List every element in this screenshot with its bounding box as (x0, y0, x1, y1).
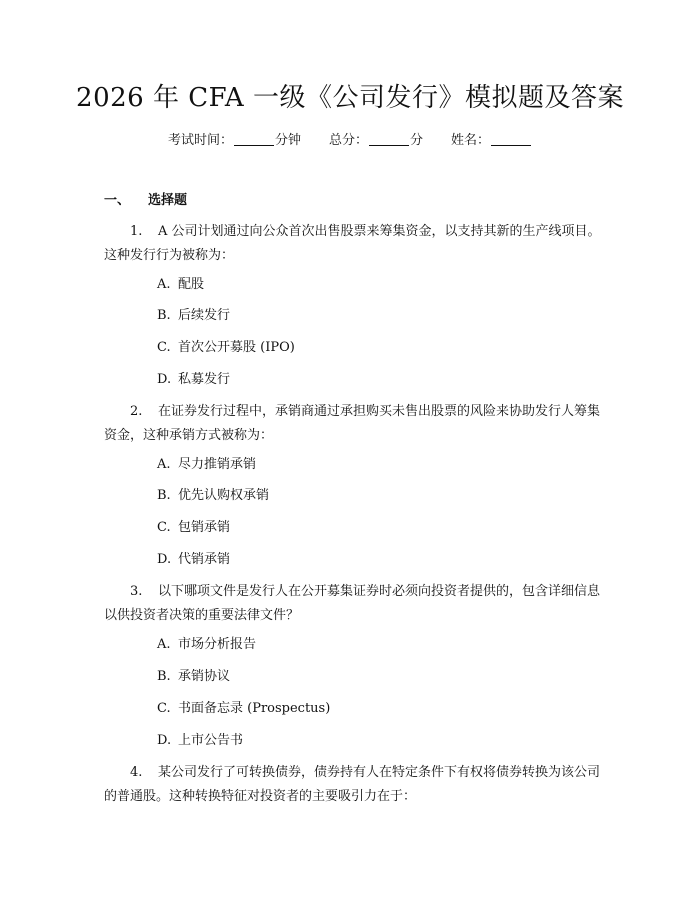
question-3-option-d (157, 731, 243, 751)
option-text: 代销承销 (178, 552, 231, 567)
option-letter: B. (157, 488, 171, 503)
section-heading (104, 191, 187, 211)
option-letter: C. (157, 340, 171, 355)
question-2 (104, 400, 602, 448)
option-letter: A. (157, 457, 171, 472)
question-1-option-a (157, 275, 204, 295)
question-text: 在证券发行过程中，承销商通过承担购买未售出股票的风险来协助发行人筹集资金，这种承销方式被称为： (104, 404, 601, 443)
option-text: 上市公告书 (178, 733, 244, 748)
question-text: 某公司发行了可转换债券，债券持有人在特定条件下有权将债券转换为该公司的普通股。这种转换特征对投资者的主要吸引力在于： (104, 765, 601, 804)
question-3-option-a (157, 635, 256, 655)
option-text: 尽力推销承销 (178, 457, 257, 472)
question-number: 3. (130, 584, 143, 599)
option-letter: D. (157, 372, 172, 387)
option-letter: A. (157, 637, 171, 652)
option-letter: C. (157, 701, 171, 716)
page-title: 2026 年 CFA 一级《公司发行》模拟题及答案 (76, 83, 624, 113)
question-2-option-d (157, 550, 230, 570)
option-text: 私募发行 (178, 372, 231, 387)
option-letter: B. (157, 669, 171, 684)
total-score-blank (369, 133, 409, 146)
option-text: 后续发行 (178, 308, 231, 323)
question-number: 1. (130, 224, 143, 239)
question-3-option-c (157, 699, 330, 719)
exam-meta-line (0, 131, 700, 151)
question-text: A 公司计划通过向公众首次出售股票来筹集资金，以支持其新的生产线项目。这种发行行为被称为： (104, 224, 601, 263)
option-text: 书面备忘录 (Prospectus) (178, 701, 331, 716)
option-letter: C. (157, 520, 171, 535)
question-1-option-c (157, 338, 295, 358)
option-letter: D. (157, 552, 172, 567)
option-text: 配股 (178, 277, 205, 292)
question-1-option-b (157, 306, 230, 326)
question-number: 2. (130, 404, 143, 419)
total-score-label: 总分： (328, 133, 368, 148)
name-blank (491, 133, 531, 146)
exam-time-unit: 分钟 (274, 133, 301, 148)
section-number: 一、 (104, 193, 131, 208)
option-letter: D. (157, 733, 172, 748)
option-text: 承销协议 (178, 669, 231, 684)
question-1-option-d (157, 370, 230, 390)
option-text: 首次公开募股 (IPO) (178, 340, 295, 355)
exam-time-blank (234, 133, 274, 146)
exam-time-field (168, 133, 301, 148)
option-letter: A. (157, 277, 171, 292)
section-title: 选择题 (148, 193, 188, 208)
total-score-unit: 分 (410, 133, 424, 148)
total-score-field (329, 133, 423, 148)
question-1 (104, 220, 602, 268)
question-4 (104, 761, 602, 809)
option-text: 优先认购权承销 (178, 488, 270, 503)
option-text: 包销承销 (178, 520, 231, 535)
question-3-option-b (157, 667, 230, 687)
question-number: 4. (130, 765, 143, 780)
question-3 (104, 580, 602, 628)
question-2-option-c (157, 518, 230, 538)
exam-time-label: 考试时间： (167, 133, 233, 148)
option-letter: B. (157, 308, 171, 323)
name-label: 姓名： (451, 133, 491, 148)
option-text: 市场分析报告 (178, 637, 257, 652)
question-text: 以下哪项文件是发行人在公开募集证券时必须向投资者提供的，包含详细信息以供投资者决策的重要法律文件？ (104, 584, 601, 623)
question-2-option-b (157, 486, 269, 506)
name-field (451, 133, 532, 148)
question-2-option-a (157, 455, 256, 475)
